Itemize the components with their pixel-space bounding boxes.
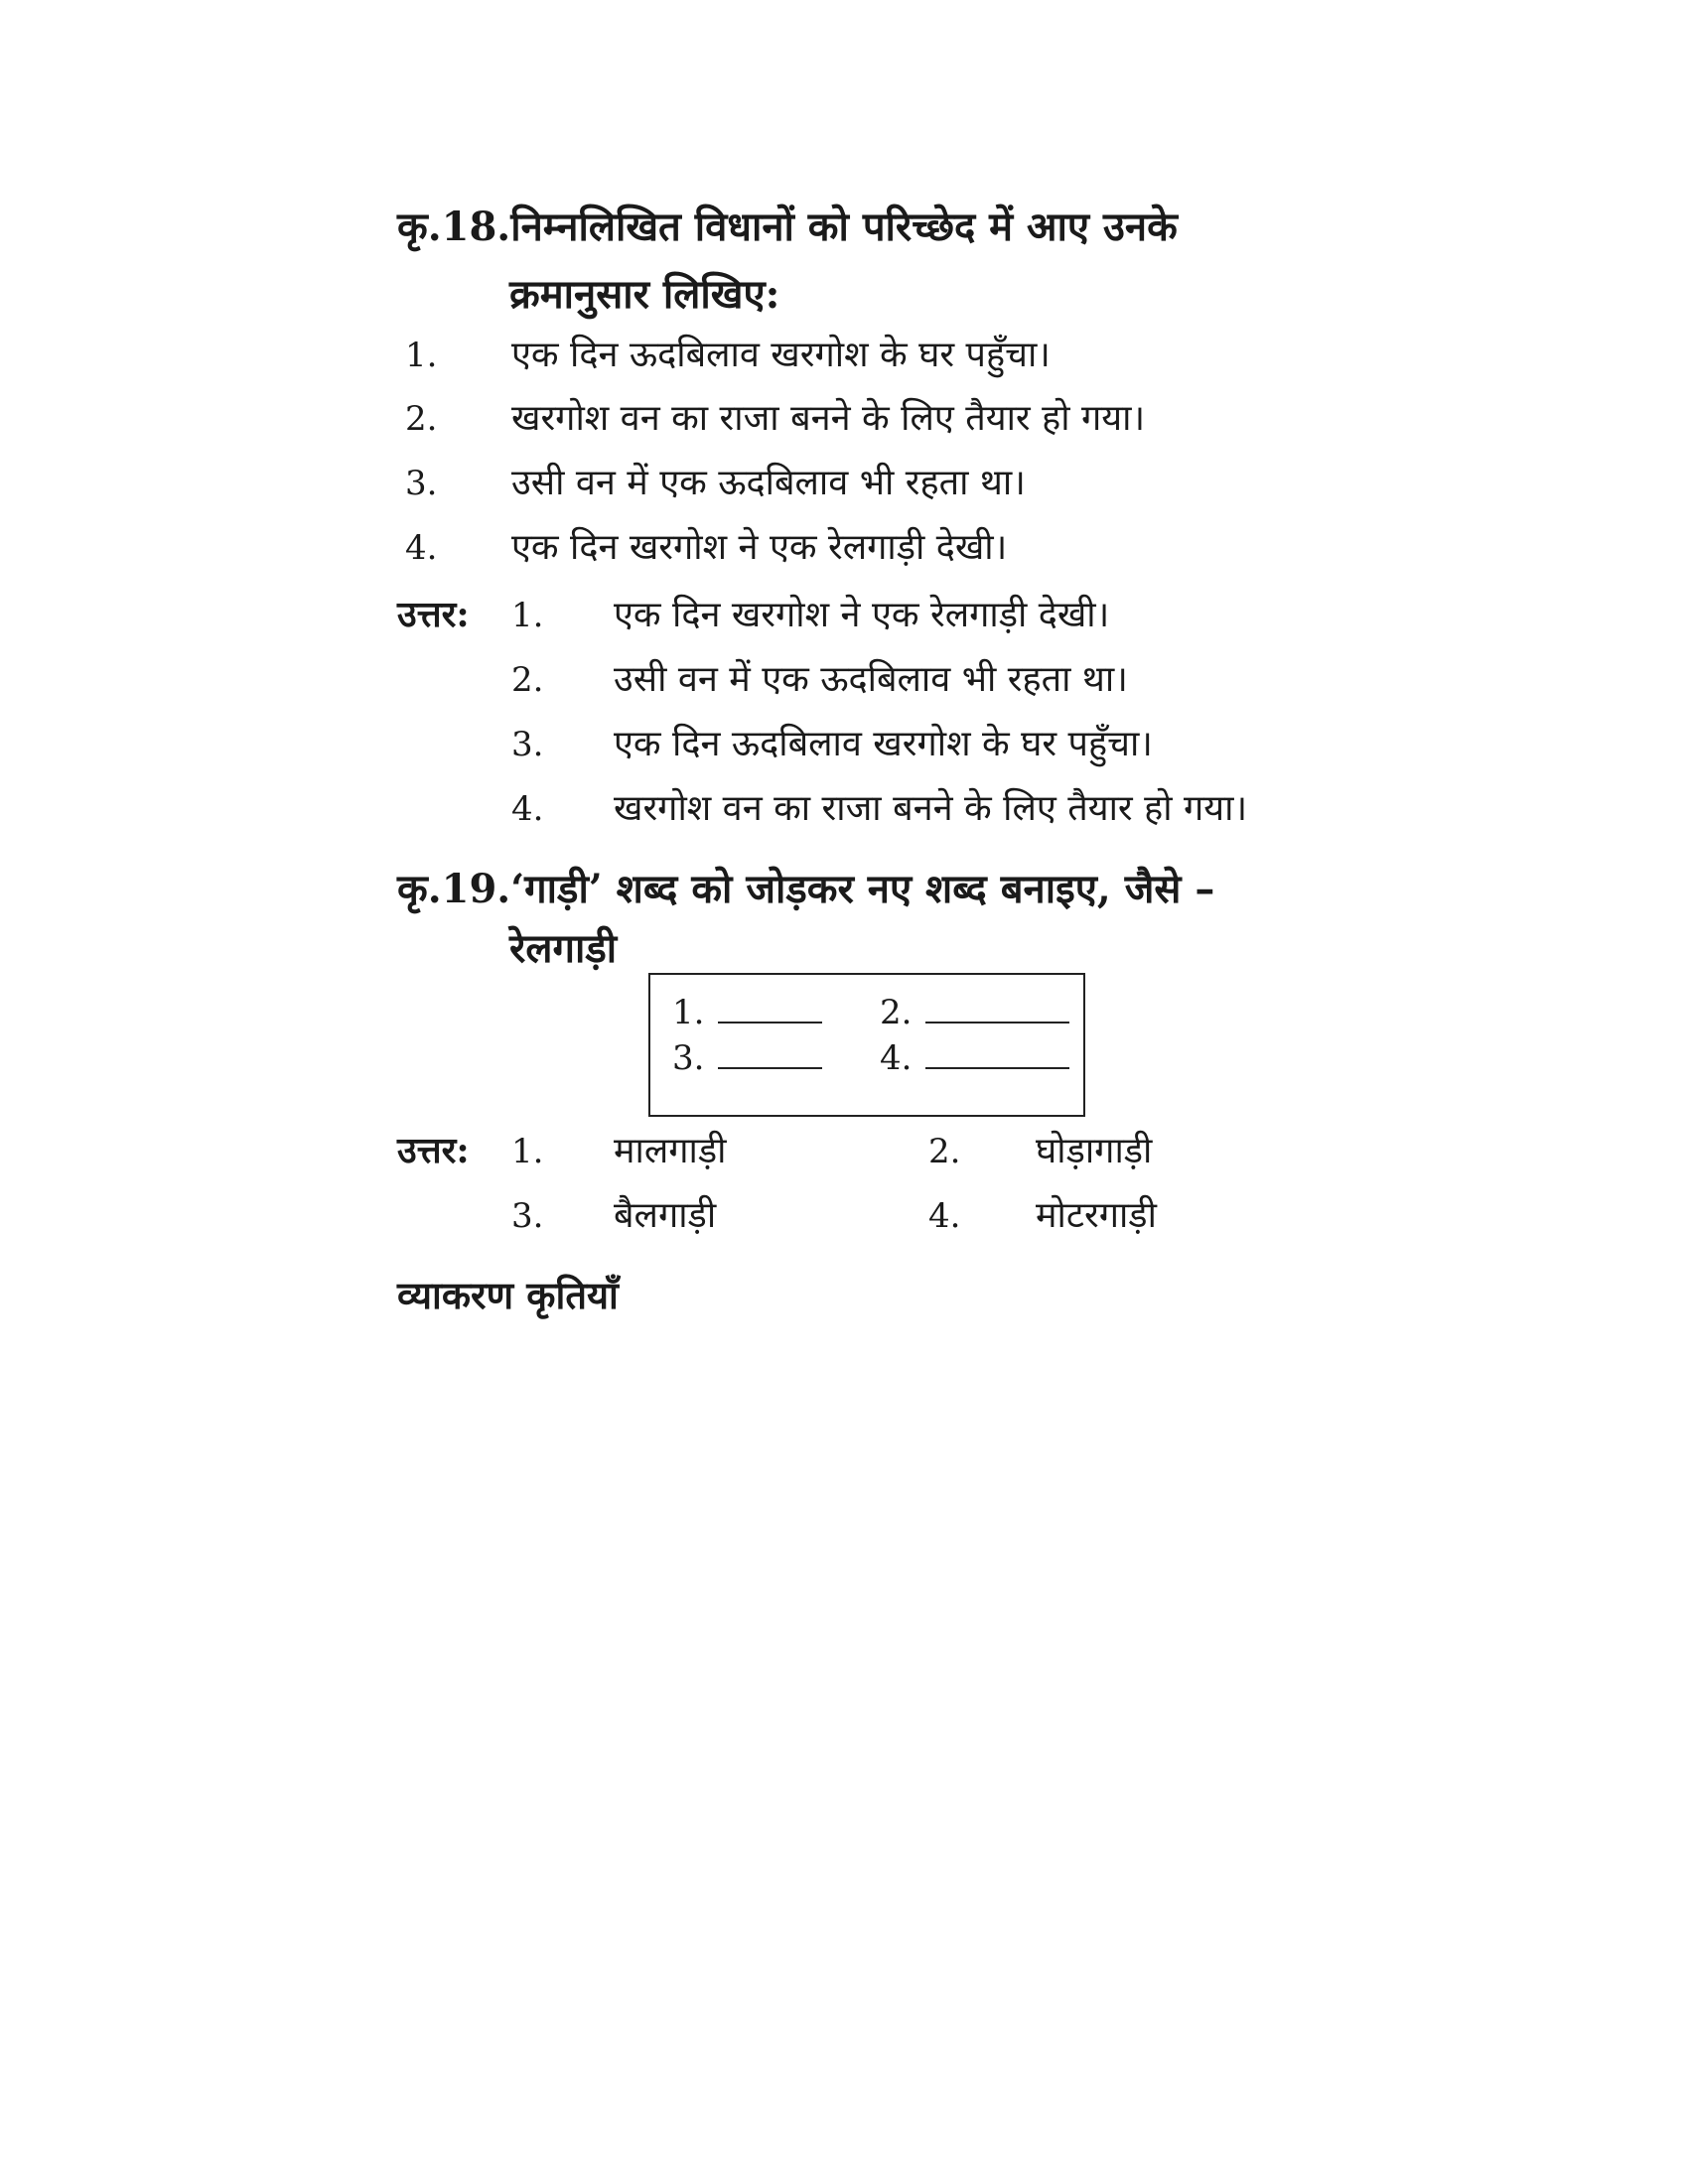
q19-answer-text: मोटरगाड़ी	[1036, 1195, 1157, 1236]
q19-answer-number: 2.	[928, 1132, 961, 1171]
blank-line	[718, 1067, 822, 1069]
q19-answer-number: 1.	[511, 1132, 544, 1171]
q19-answer-text: बैलगाड़ी	[614, 1195, 717, 1236]
blank-row	[672, 995, 822, 1031]
blank-line	[925, 1067, 1069, 1069]
q18-answer-number: 4.	[511, 789, 544, 829]
q19-answer-label: उत्तर:	[397, 1130, 470, 1171]
q18-item-text: खरगोश वन का राजा बनने के लिए तैयार हो गया।	[511, 398, 1146, 439]
q19-heading-line2: रेलगाड़ी	[509, 925, 618, 972]
q18-answer-text: उसी वन में एक ऊदबिलाव भी रहता था।	[614, 659, 1128, 700]
q18-answer-text: खरगोश वन का राजा बनने के लिए तैयार हो गया।	[614, 788, 1248, 829]
q18-heading-line1: कृ.18.निम्नलिखित विधानों को परिच्छेद में आए उनके	[397, 204, 1178, 250]
q19-heading-line1: कृ.19.‘गाड़ी’ शब्द को जोड़कर नए शब्द बनाइए, जैसे –	[397, 866, 1215, 912]
q18-answer-text: एक दिन ऊदबिलाव खरगोश के घर पहुँचा।	[614, 724, 1153, 764]
q19-answer-number: 3.	[511, 1196, 544, 1236]
q18-item-number: 4.	[405, 528, 438, 568]
q18-answer-text: एक दिन खरगोश ने एक रेलगाड़ी देखी।	[614, 595, 1110, 635]
q18-item-number: 2.	[405, 399, 438, 439]
blank-line	[925, 1022, 1069, 1024]
blank-number: 3.	[672, 1038, 705, 1078]
q18-item-text: उसी वन में एक ऊदबिलाव भी रहता था।	[511, 463, 1026, 503]
q19-answer-text: मालगाड़ी	[614, 1131, 727, 1171]
q18-answer-number: 2.	[511, 660, 544, 700]
q18-item-number: 1.	[405, 336, 438, 375]
q19-answer-text: घोड़ागाड़ी	[1036, 1131, 1153, 1171]
fill-in-blanks-box	[648, 973, 1085, 1117]
q19-answer-number: 4.	[928, 1196, 961, 1236]
section-heading: व्याकरण कृतियाँ	[397, 1273, 619, 1317]
blank-row	[880, 1040, 1069, 1077]
q18-item-number: 3.	[405, 464, 438, 503]
blank-row	[880, 995, 1069, 1031]
blank-line	[718, 1022, 822, 1024]
q18-item-text: एक दिन खरगोश ने एक रेलगाड़ी देखी।	[511, 527, 1008, 568]
q18-answer-number: 3.	[511, 725, 544, 764]
blank-number: 1.	[672, 993, 705, 1032]
q18-item-text: एक दिन ऊदबिलाव खरगोश के घर पहुँचा।	[511, 335, 1051, 375]
blank-number: 4.	[880, 1038, 913, 1078]
blank-number: 2.	[880, 993, 913, 1032]
blank-row	[672, 1040, 822, 1077]
q18-heading-line2: क्रमानुसार लिखिए:	[509, 271, 780, 318]
q18-answer-label: उत्तर:	[397, 594, 470, 635]
q18-answer-number: 1.	[511, 596, 544, 635]
